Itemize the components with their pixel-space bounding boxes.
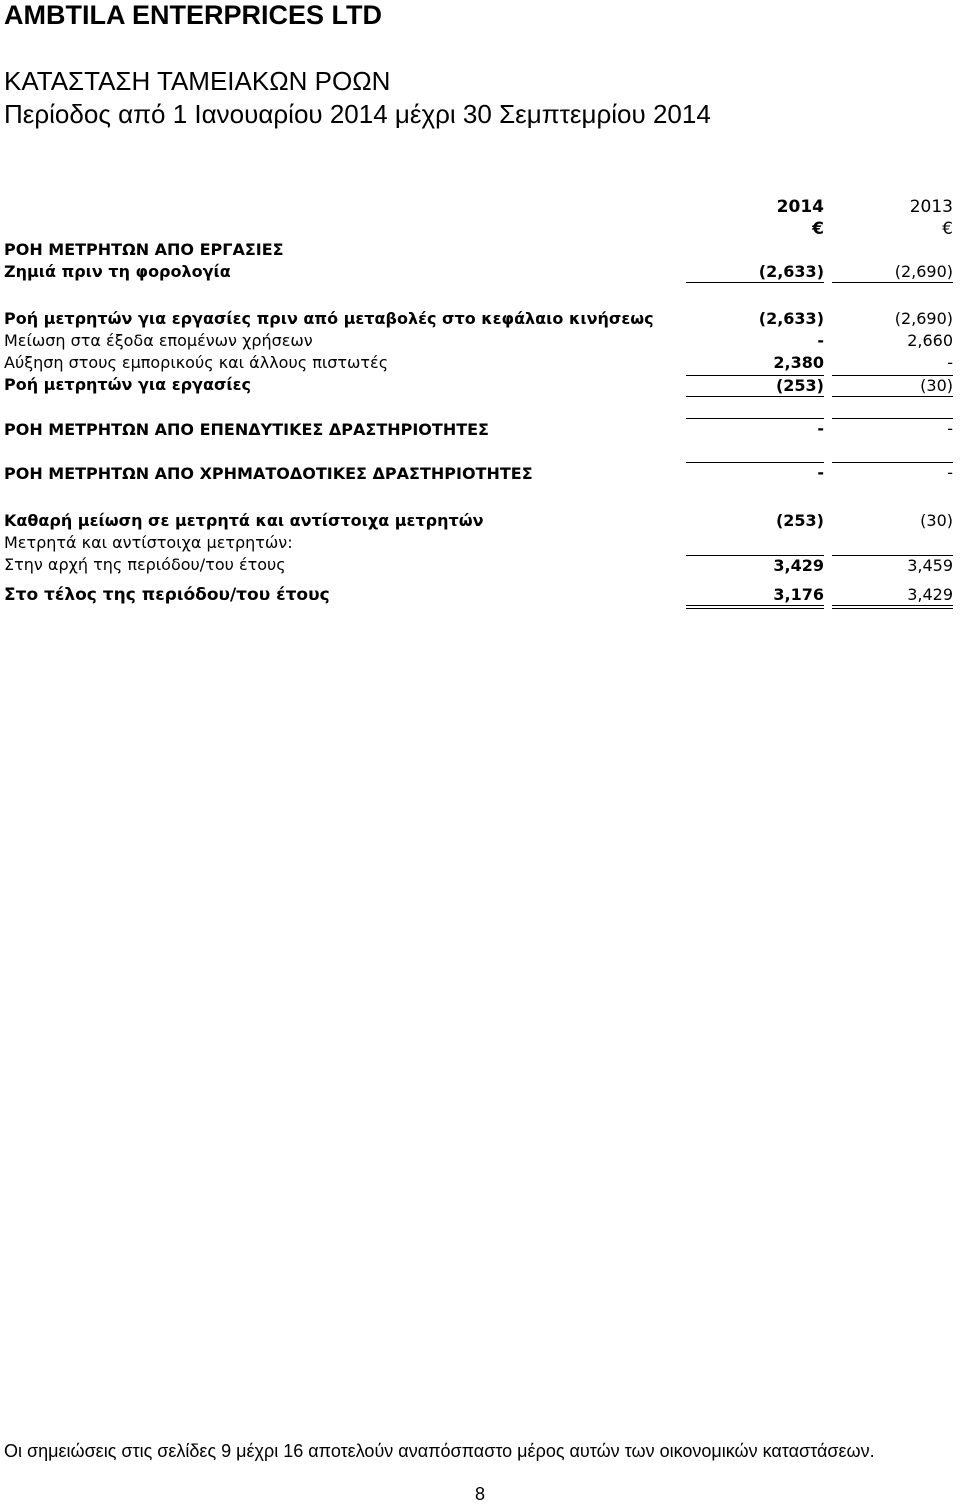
row-label: ΡΟΗ ΜΕΤΡΗΤΩΝ ΑΠΟ ΕΠΕΝΔΥΤΙΚΕΣ ΔΡΑΣΤΗΡΙΟΤΗΤΕΣ	[4, 420, 489, 439]
footer-note: Οι σημειώσεις στις σελίδες 9 μέχρι 16 αποτελούν αναπόσπαστο μέρος αυτών των οικονομικών καταστάσεων.	[4, 1441, 875, 1461]
value-2014: -	[686, 462, 824, 483]
table-row	[0, 331, 960, 351]
table-row	[0, 420, 960, 440]
table-row	[0, 309, 960, 329]
table-row	[0, 511, 960, 531]
currency-2013-header: €	[942, 219, 953, 239]
currency-2014-header: €	[812, 219, 824, 239]
table-row	[0, 464, 960, 484]
value-2014: -	[686, 418, 824, 439]
value-2014: (2,633)	[686, 262, 824, 283]
company-name: AMBTILA ENTERPRICES LTD	[4, 0, 382, 30]
row-label: Στο τέλος της περιόδου/του έτους	[4, 585, 330, 605]
statement-period: Περίοδος από 1 Ιανουαρίου 2014 μέχρι 30 Σεμπτεμρίου 2014	[4, 99, 711, 129]
table-row	[0, 555, 960, 575]
table-row	[0, 353, 960, 373]
value-2013: (2,690)	[894, 309, 953, 328]
year-2013-header: 2013	[909, 197, 953, 217]
row-label: Ζημιά πριν τη φορολογία	[4, 262, 231, 281]
value-2013: (30)	[832, 375, 953, 397]
value-2014: (253)	[775, 511, 824, 530]
value-2014: 3,429	[686, 555, 824, 576]
row-label: Ροή μετρητών για εργασίες πριν από μεταβολές στο κεφάλαιο κινήσεως	[4, 309, 654, 328]
value-2014: 2,380	[773, 353, 824, 372]
table-row	[0, 585, 960, 605]
value-2013: (30)	[920, 511, 953, 530]
value-2014: -	[817, 331, 824, 350]
column-header-currency	[0, 219, 960, 239]
value-2013: 3,429	[832, 585, 953, 609]
value-2013: -	[947, 353, 953, 372]
table-row	[0, 533, 960, 553]
value-2014: (2,633)	[758, 309, 824, 328]
row-label: ΡΟΗ ΜΕΤΡΗΤΩΝ ΑΠΟ ΧΡΗΜΑΤΟΔΟΤΙΚΕΣ ΔΡΑΣΤΗΡΙΟΤΗΤΕΣ	[4, 464, 533, 483]
value-2014: (253)	[686, 375, 824, 397]
value-2013: 2,660	[907, 331, 953, 350]
table-row	[0, 240, 960, 260]
table-row	[0, 375, 960, 395]
statement-title: ΚΑΤΑΣΤΑΣΗ ΤΑΜΕΙΑΚΩΝ ΡΟΩΝ	[4, 66, 391, 96]
row-label: ΡΟΗ ΜΕΤΡΗΤΩΝ ΑΠΟ ΕΡΓΑΣΙΕΣ	[4, 240, 284, 259]
row-label: Μείωση στα έξοδα επομένων χρήσεων	[4, 331, 313, 350]
row-label: Στην αρχή της περιόδου/του έτους	[4, 555, 286, 574]
table-row	[0, 262, 960, 282]
value-2014: 3,176	[686, 585, 824, 609]
row-label: Ροή μετρητών για εργασίες	[4, 375, 252, 394]
row-label: Μετρητά και αντίστοιχα μετρητών:	[4, 533, 293, 552]
row-label: Καθαρή μείωση σε μετρητά και αντίστοιχα μετρητών	[4, 511, 484, 530]
value-2013: -	[832, 418, 953, 439]
page-number: 8	[474, 1484, 485, 1504]
row-label: Αύξηση στους εμπορικούς και άλλους πιστωτές	[4, 353, 389, 372]
year-2014-header: 2014	[776, 197, 824, 217]
value-2013: 3,459	[832, 555, 953, 576]
value-2013: -	[832, 462, 953, 483]
value-2013: (2,690)	[832, 262, 953, 283]
column-header-years	[0, 197, 960, 217]
